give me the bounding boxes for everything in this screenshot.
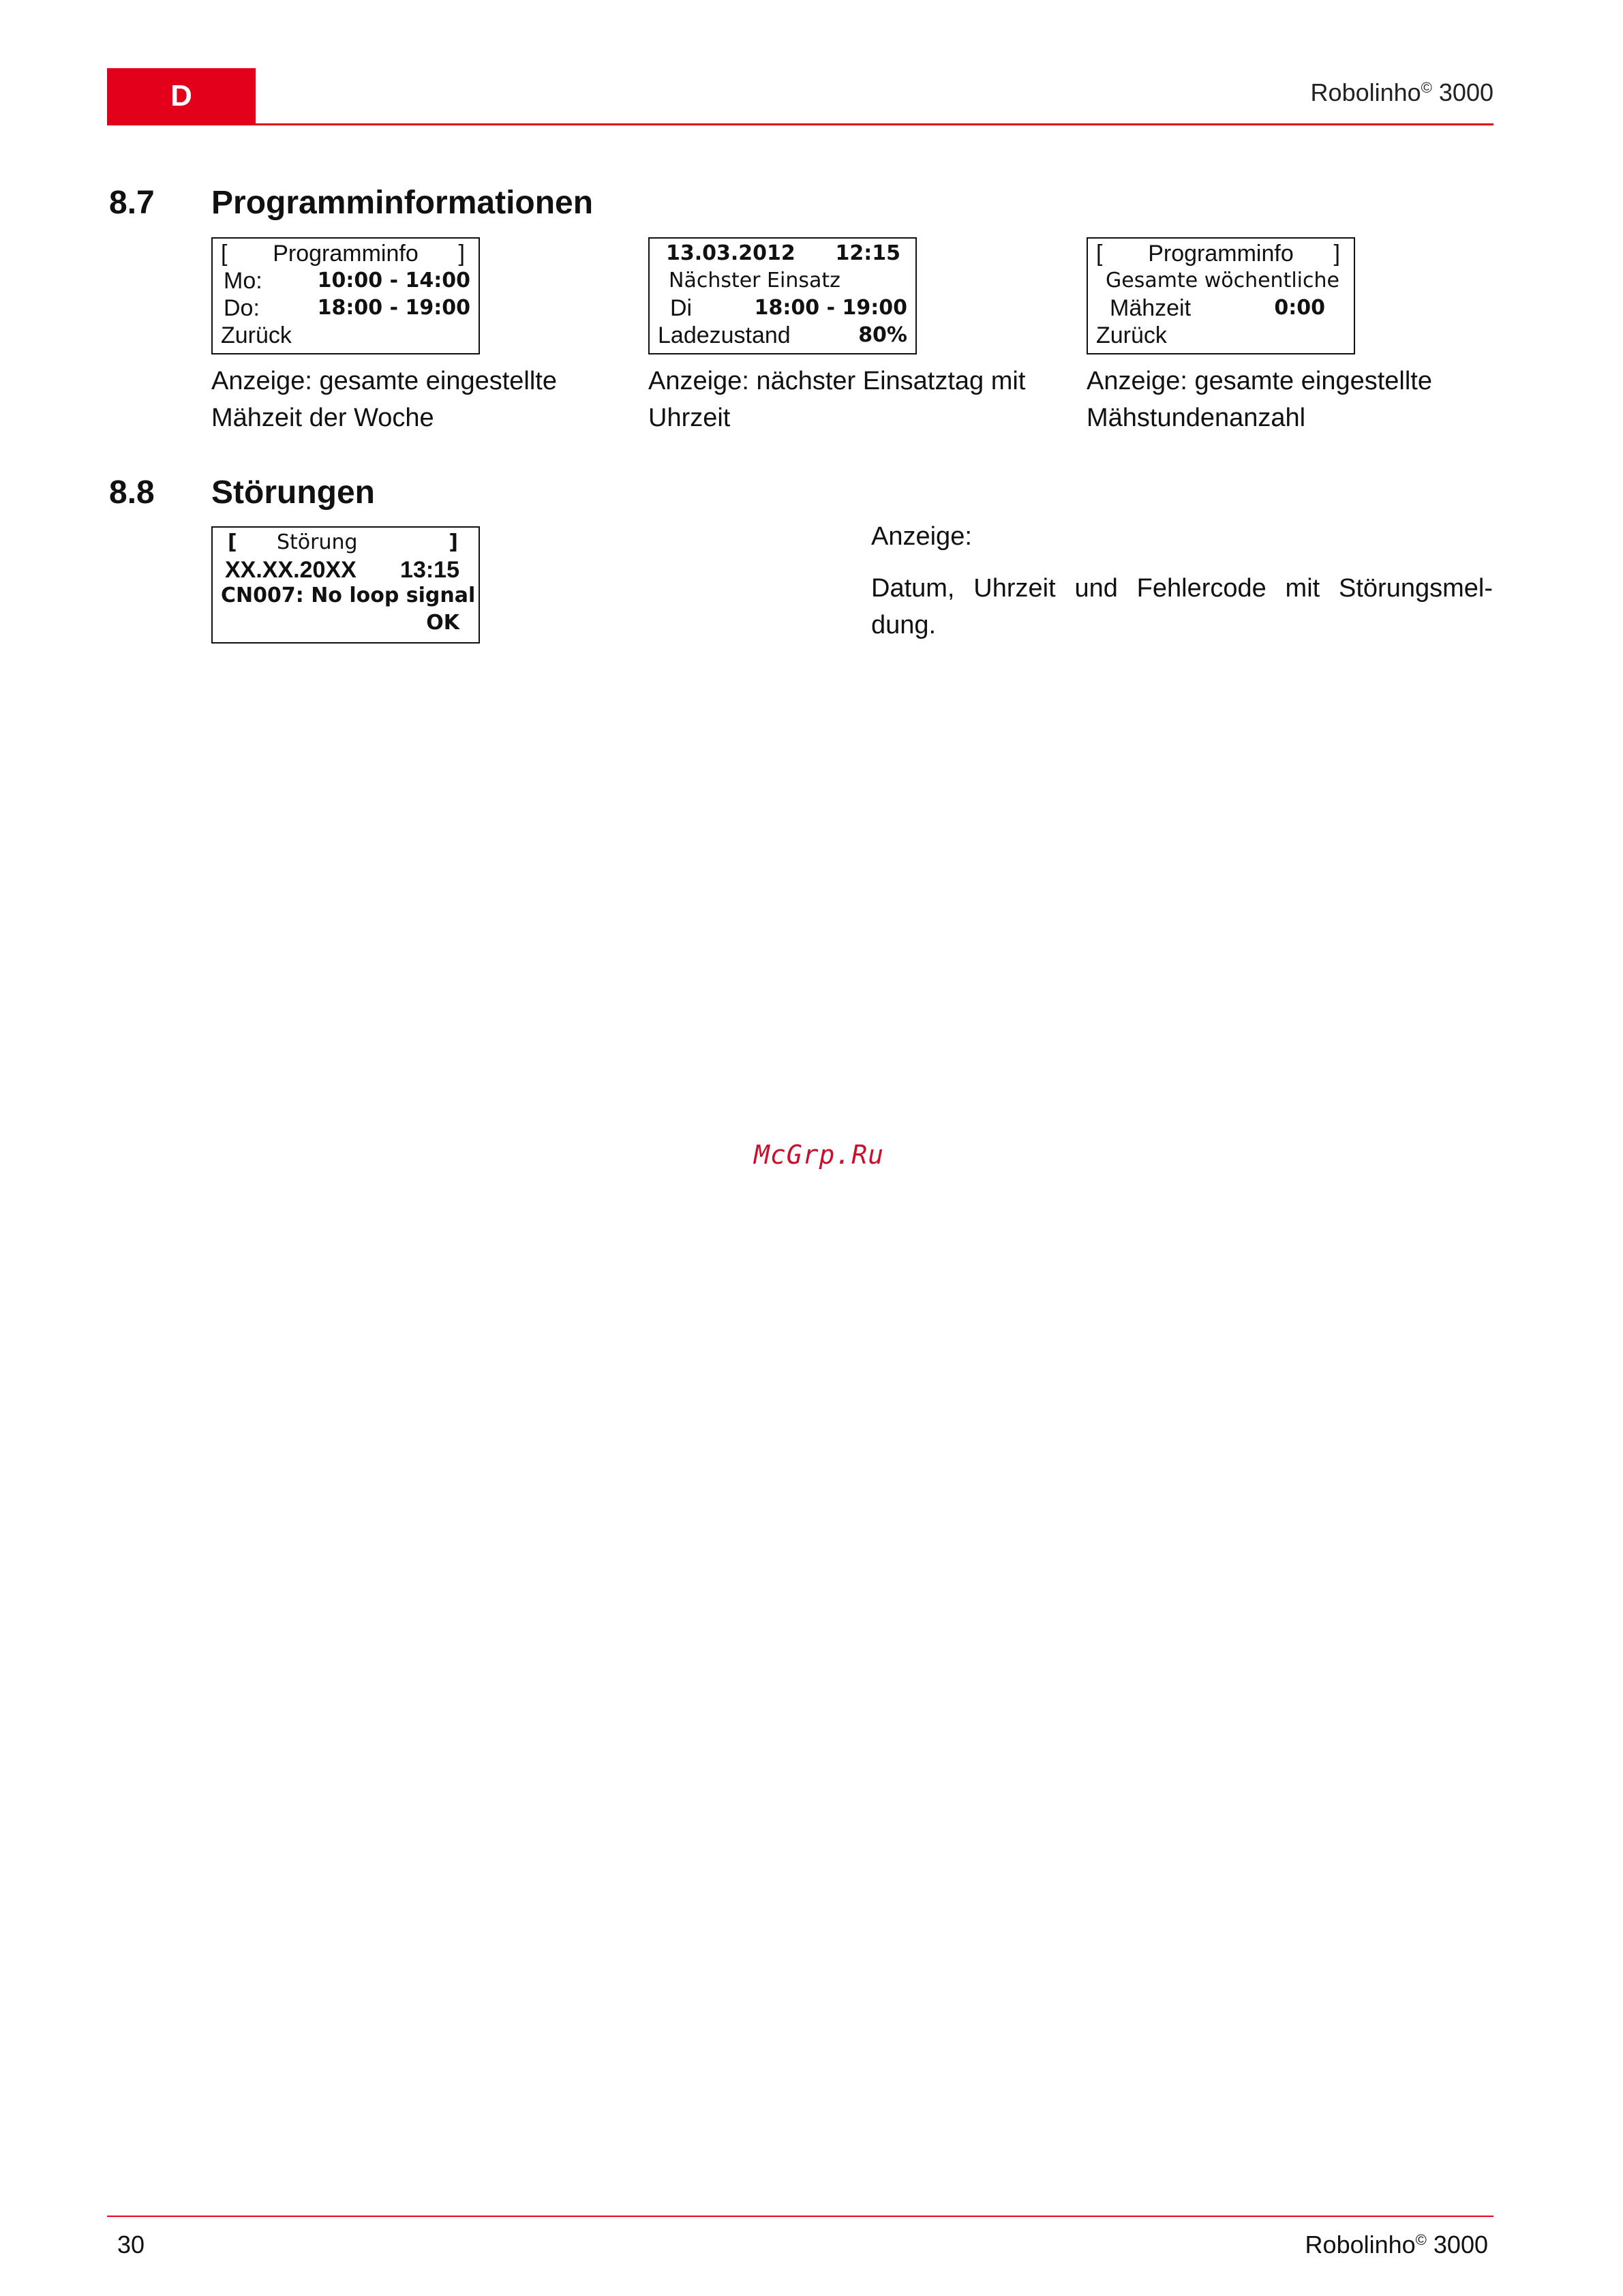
footer-divider <box>107 2216 1493 2217</box>
watermark: McGrp.Ru <box>754 1140 885 1170</box>
caption2-line2: Uhrzeit <box>648 404 731 432</box>
header-product-model: 3000 <box>1438 78 1493 106</box>
lcd1-row1-label: Mo: <box>224 268 262 294</box>
lcd3-bracket-close: ] <box>1333 241 1340 267</box>
lcd3-bracket-open: [ <box>1096 241 1103 267</box>
lcd-fault <box>211 526 480 644</box>
header-product-title <box>1311 78 1493 107</box>
lcd2-time: 12:15 <box>835 241 900 265</box>
fault-label: Anzeige: <box>871 522 972 551</box>
lcd1-bracket-open: [ <box>221 241 228 267</box>
caption1-line1: Anzeige: gesamte eingestellte <box>211 367 557 395</box>
header-product-name: Robolinho <box>1310 78 1421 106</box>
lcd4-error: CN007: No loop signal <box>221 584 476 607</box>
section-87-title: Programminformationen <box>211 185 594 221</box>
lcd4-bracket-close: ] <box>449 530 458 554</box>
lcd3-line2-value: 0:00 <box>1274 296 1325 320</box>
footer-product-title <box>1305 2231 1488 2259</box>
lcd1-title: Programminfo <box>273 241 419 267</box>
fault-description <box>871 570 1493 644</box>
section-88-number: 8.8 <box>109 474 155 511</box>
section-87-number: 8.7 <box>109 185 155 221</box>
header-divider <box>107 123 1493 125</box>
lcd4-ok: OK <box>426 611 459 635</box>
caption2-line1: Anzeige: nächster Einsatztag mit <box>648 367 1026 395</box>
caption1-line2: Mähzeit der Woche <box>211 404 434 432</box>
lcd2-date: 13.03.2012 <box>666 241 795 265</box>
lcd1-row2-label: Do: <box>224 295 260 321</box>
lcd2-charge-label: Ladezustand <box>658 322 791 348</box>
lcd1-row2-value: 18:00 - 19:00 <box>317 296 470 320</box>
lcd3-line2-label: Mähzeit <box>1110 295 1192 321</box>
lcd2-charge-value: 80% <box>858 323 907 347</box>
lcd-total-mowing-hours <box>1087 237 1355 354</box>
lcd4-time: 13:15 <box>400 557 459 583</box>
lcd3-back: Zurück <box>1096 322 1167 348</box>
caption3-line2: Mähstundenanzahl <box>1087 404 1306 432</box>
caption-display1 <box>211 363 557 436</box>
section-88-title: Störungen <box>211 474 375 511</box>
lcd2-day-value: 18:00 - 19:00 <box>754 296 907 320</box>
lcd1-back: Zurück <box>221 322 292 348</box>
header-reg-mark: © <box>1421 79 1432 96</box>
lcd-programminfo-week <box>211 237 480 354</box>
language-tab: D <box>107 68 256 124</box>
lcd2-day: Di <box>670 295 693 321</box>
lcd1-row1-value: 10:00 - 14:00 <box>317 269 470 292</box>
footer-reg-mark: © <box>1415 2231 1427 2248</box>
footer-product-name: Robolinho <box>1305 2231 1416 2259</box>
lcd-next-mowing <box>648 237 917 354</box>
fault-description-text: Datum, Uhrzeit und Fehlercode mit Störungsmel-dung. <box>871 574 1493 639</box>
lcd4-bracket-open: [ <box>228 530 237 554</box>
lcd4-title: Störung <box>277 530 358 554</box>
caption3-line1: Anzeige: gesamte eingestellte <box>1087 367 1432 395</box>
lcd1-bracket-close: ] <box>458 241 465 267</box>
lcd3-title: Programminfo <box>1148 241 1294 267</box>
lcd4-date: XX.XX.20XX <box>225 557 357 583</box>
lcd2-next-label: Nächster Einsatz <box>669 269 840 292</box>
lcd3-line1: Gesamte wöchentliche <box>1106 269 1339 292</box>
caption-display3 <box>1087 363 1432 436</box>
caption-display2 <box>648 363 1025 436</box>
footer-product-model: 3000 <box>1433 2231 1488 2259</box>
page-number: 30 <box>117 2231 145 2259</box>
